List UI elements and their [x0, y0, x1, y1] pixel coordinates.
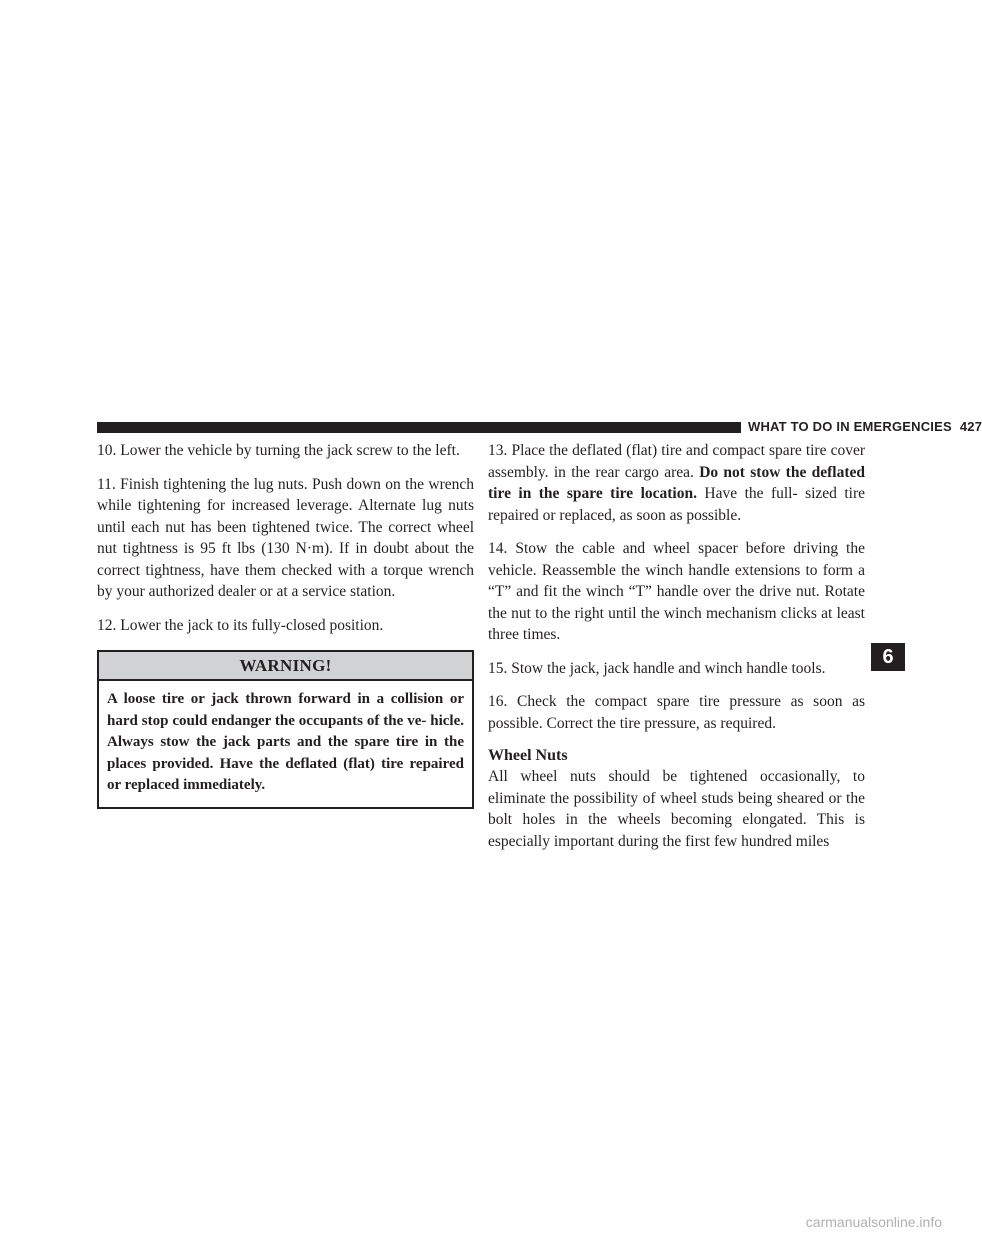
step-11: 11. Finish tightening the lug nuts. Push down on the wrench while tightening for increased leverage. Alternate lug nuts until each nut has been tightened twice. The correct wheel nut tightness is 95 ft lbs (130 N·m). If in doubt about the correct tightness, have them checked with a torque wrench by your authorized dealer or at a service station. [97, 475, 474, 600]
wheel-nuts-heading: Wheel Nuts [488, 747, 568, 764]
left-column [97, 440, 474, 809]
page-number: 427 [959, 419, 982, 434]
step-13-bold: Do not stow the deflated tire in the spare tire location. [488, 463, 866, 502]
step-13-end: Have the full- sized tire repaired or replaced, as soon as possible. [488, 485, 866, 524]
step-15: 15. Stow the jack, jack handle and winch handle tools. [488, 659, 826, 677]
step-13 [488, 440, 865, 526]
running-header [748, 419, 982, 434]
wheel-nuts-paragraph: All wheel nuts should be tightened occasionally, to eliminate the possibility of wheel studs being sheared or the bolt holes in the wheels becoming elongated. This is especially important during the first few hundred miles [488, 768, 865, 850]
section-title: WHAT TO DO IN EMERGENCIES [748, 419, 952, 434]
step-13-start: 13. Place the deflated (flat) tire and compact spare tire cover assembly. in the rear cargo area. [488, 442, 865, 481]
warning-box [97, 650, 474, 809]
warning-body: A loose tire or jack thrown forward in a collision or hard stop could endanger the occupants of the ve- hicle. Always stow the jack parts and the spare tire in the places provided. Have the deflated (flat) tire repaired or replaced immediately. [107, 691, 464, 793]
header-rule [97, 422, 741, 433]
step-14: 14. Stow the cable and wheel spacer before driving the vehicle. Reassemble the winch handle extensions to form a “T” and fit the winch “T” handle over the drive nut. Rotate the nut to the right until the winch mechanism clicks at least three times. [488, 540, 865, 643]
warning-title: WARNING! [99, 652, 472, 681]
step-16: 16. Check the compact spare tire pressure as soon as possible. Correct the tire pressure, as required. [488, 693, 865, 732]
watermark: carmanualsonline.info [805, 1214, 942, 1230]
step-12: 12. Lower the jack to its fully-closed position. [97, 616, 384, 634]
step-10: 10. Lower the vehicle by turning the jack screw to the left. [97, 442, 460, 459]
chapter-tab: 6 [871, 643, 905, 671]
right-column [488, 440, 865, 864]
